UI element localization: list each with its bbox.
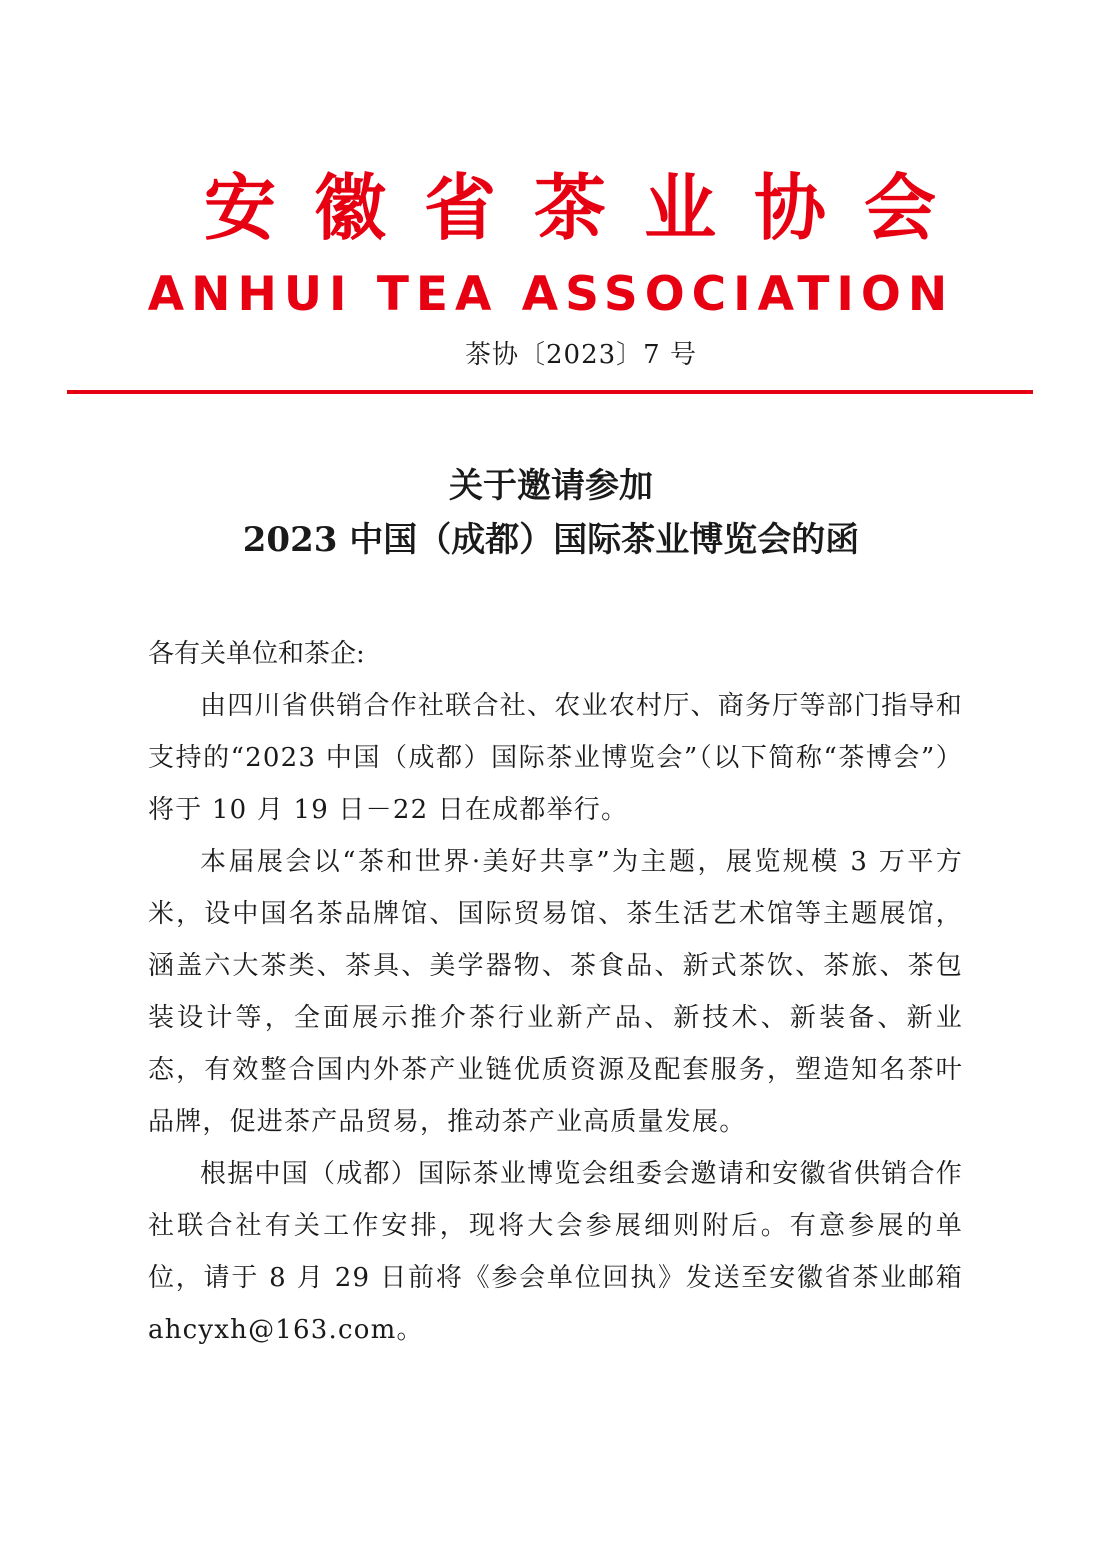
- document-title-line-2: 2023 中国（成都）国际茶业博览会的函: [242, 520, 860, 560]
- paragraph-registration: 根据中国（成都）国际茶业博览会组委会邀请和安徽省供销合作社联合社有关工作安排，现将大会参展细则附后。有意参展的单位，请于 8 月 29 日前将《参会单位回执》发送至安徽省茶业邮箱 ahcyxh@163.com。: [148, 1159, 963, 1345]
- paragraph-event-intro: 由四川省供销合作社联合社、农业农村厅、商务厅等部门指导和支持的“2023 中国（成都）国际茶业博览会”（以下简称“茶博会”）将于 10 月 19 日－22 日在成都举行。: [148, 691, 963, 825]
- header-divider: [67, 390, 1033, 394]
- letter-body: [148, 628, 963, 1356]
- document-title-line-1: 关于邀请参加: [449, 466, 653, 506]
- salutation: 各有关单位和茶企:: [148, 639, 365, 669]
- paragraph-event-details: 本届展会以“茶和世界·美好共享”为主题，展览规模 3 万平方米，设中国名茶品牌馆、国际贸易馆、茶生活艺术馆等主题展馆，涵盖六大茶类、茶具、美学器物、茶食品、新式茶饮、茶旅、茶包装设计等，全面展示推介茶行业新产品、新技术、新装备、新业态，有效整合国内外茶产业链优质资源及配套服务，塑造知名茶叶品牌，促进茶产品贸易，推动茶产业高质量发展。: [148, 847, 963, 1137]
- document-number: 茶协〔2023〕7 号: [465, 340, 697, 370]
- organization-name-english: ANHUI TEA ASSOCIATION: [147, 267, 955, 322]
- organization-name-chinese: 安徽省茶业协会: [203, 166, 974, 250]
